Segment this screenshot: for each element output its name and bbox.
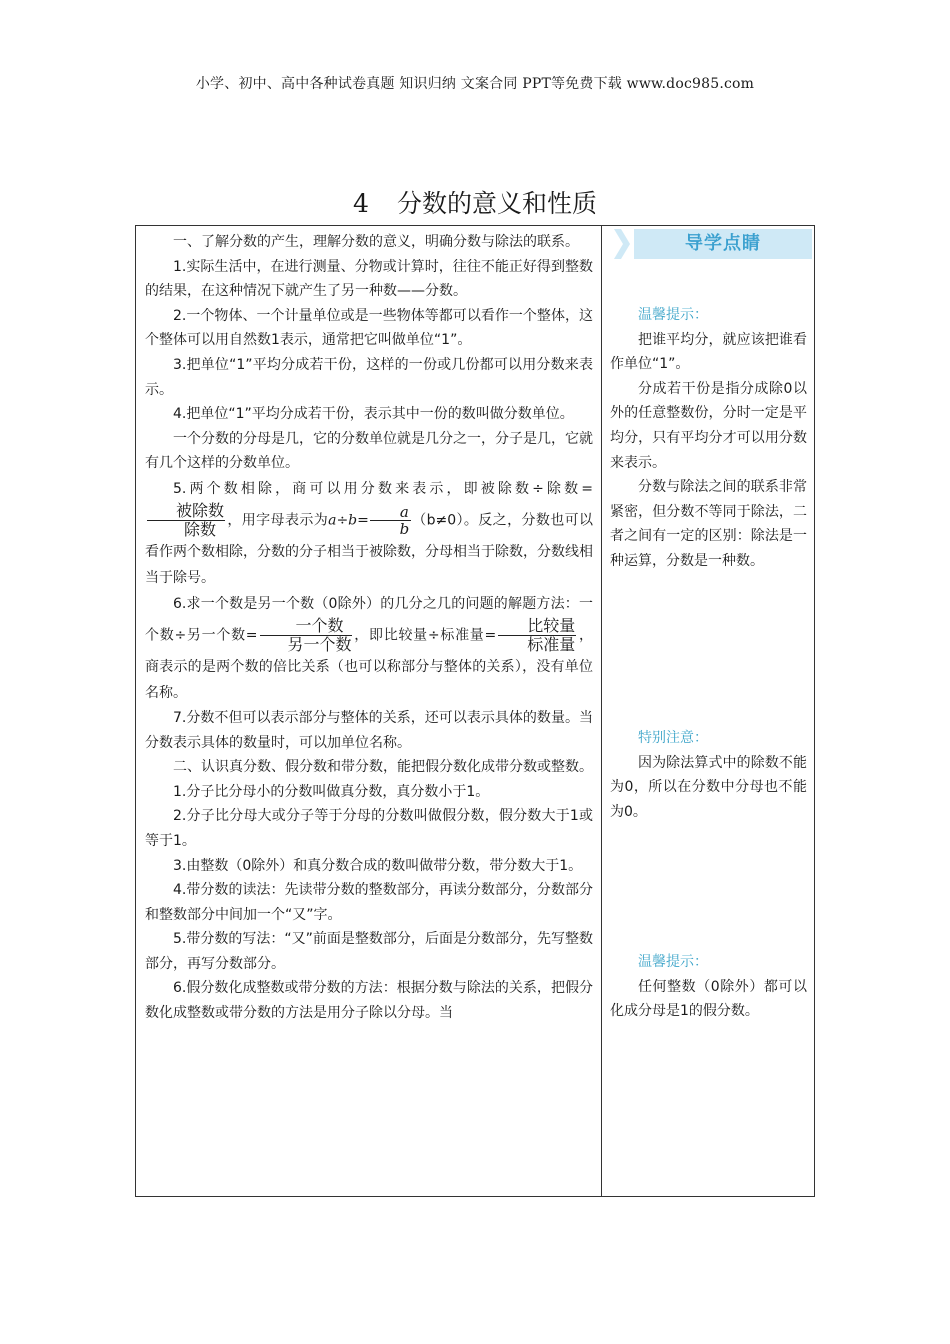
point-2-6: 6.假分数化成整数或带分数的方法：根据分数与除法的关系，把假分数化成整数或带分数的方法是用分子除以分母。当	[145, 980, 593, 1022]
tip-1-para-3: 分数与除法之间的联系非常紧密，但分数不等同于除法，二者之间有一定的区别：除法是一种运算，分数是一种数。	[610, 479, 807, 569]
point-6-text-c: ，商表示的是两个数的倍比关系（也可以称部分与整体的关系），没有单位名称。	[145, 627, 593, 701]
chapter-number: 4	[353, 189, 369, 218]
point-6-text-b: ，即比较量÷标准量=	[353, 627, 497, 644]
fraction-dividend-divisor: $\frac{\text{被除数}}{\text{除数}}$	[147, 502, 225, 539]
tip-3-title: 温馨提示：	[638, 954, 708, 970]
fraction-a-over-b: $\frac{a}{b}$	[370, 504, 411, 537]
tip-2-para-1: 因为除法算式中的除数不能为0，所以在分数中分母也不能为0。	[610, 754, 807, 820]
banner-title: 导学点睛	[685, 233, 761, 254]
point-3: 3.把单位“1”平均分成若干份，这样的一份或几份都可以用分数来表示。	[145, 356, 593, 398]
point-2-3: 3.由整数（0除外）和真分数合成的数叫做带分数，带分数大于1。	[173, 857, 583, 874]
point-2: 2.一个物体、一个计量单位或是一些物体等都可以看作一个整体，这个整体可以用自然数1表示，通常把它叫做单位“1”。	[145, 307, 593, 349]
side-tip-3	[610, 950, 807, 1024]
section-1-heading: 一、了解分数的产生，理解分数的意义，明确分数与除法的联系。	[173, 234, 579, 250]
fraction-compare-standard: $\frac{\text{比较量}}{\text{标准量}}$	[498, 617, 576, 654]
point-5	[145, 476, 593, 591]
side-tip-1	[610, 303, 807, 574]
point-2-5: 5.带分数的写法：“又”前面是整数部分，后面是分数部分，先写整数部分，再写分数部分。	[145, 931, 593, 972]
formula-a-div-b: a÷b=	[328, 512, 369, 529]
point-2-2: 2.分子比分母大或分子等于分母的分数叫做假分数，假分数大于1或等于1。	[145, 808, 593, 849]
chapter-name: 分数的意义和性质	[396, 189, 597, 218]
point-6	[145, 591, 593, 706]
point-5-text-c: （b≠0）。反之，分数也可以看作两个数相除，分数的分子相当于被除数，分母相当于除数，分数线相当于除号。	[145, 512, 593, 586]
tip-1-title: 温馨提示：	[638, 307, 708, 323]
point-6-text-a: 6.求一个数是另一个数（0除外）的几分之几的问题的解题方法：一个数÷另一个数=	[145, 595, 593, 644]
point-5-text-a: 5.两个数相除，商可以用分数来表示，即被除数÷除数=	[173, 480, 593, 497]
tip-2-title: 特别注意：	[638, 730, 708, 746]
point-4: 4.把单位“1”平均分成若干份，表示其中一份的数叫做分数单位。	[173, 406, 574, 423]
tip-1-para-2: 分成若干份是指分成除0以外的任意整数份，分时一定是平均分，只有平均分才可以用分数来表示。	[610, 380, 807, 471]
site-header: 小学、初中、高中各种试卷真题 知识归纳 文案合同 PPT等免费下载 www.doc985.com	[195, 76, 755, 92]
chevron-right-icon	[612, 229, 630, 259]
tip-1-para-1: 把谁平均分，就应该把谁看作单位“1”。	[610, 331, 807, 373]
point-1: 1.实际生活中，在进行测量、分物或计算时，往往不能正好得到整数的结果，在这种情况下就产生了另一种数——分数。	[145, 258, 593, 300]
point-5-text-b: ，用字母表示为	[227, 512, 329, 529]
side-tip-2	[610, 726, 807, 824]
tip-3-para-1: 任何整数（0除外）都可以化成分母是1的假分数。	[610, 978, 807, 1020]
main-column	[145, 230, 593, 1026]
point-7: 7.分数不但可以表示部分与整体的关系，还可以表示具体的数量。当分数表示具体的数量时，可以加单位名称。	[145, 709, 593, 751]
fraction-number-ratio: $\frac{\text{一个数}}{\text{另一个数}}$	[260, 617, 352, 654]
chapter-title	[0, 184, 950, 220]
column-divider	[601, 225, 602, 1197]
point-2-1: 1.分子比分母小的分数叫做真分数，真分数小于1。	[173, 783, 490, 800]
point-4-note: 一个分数的分母是几，它的分数单位就是几分之一，分子是几，它就有几个这样的分数单位。	[145, 430, 593, 472]
point-2-4: 4.带分数的读法：先读带分数的整数部分，再读分数部分，分数部分和整数部分中间加一个“又”字。	[145, 882, 593, 923]
section-2-heading: 二、认识真分数、假分数和带分数，能把假分数化成带分数或整数。	[173, 759, 593, 776]
guide-banner	[612, 229, 812, 259]
